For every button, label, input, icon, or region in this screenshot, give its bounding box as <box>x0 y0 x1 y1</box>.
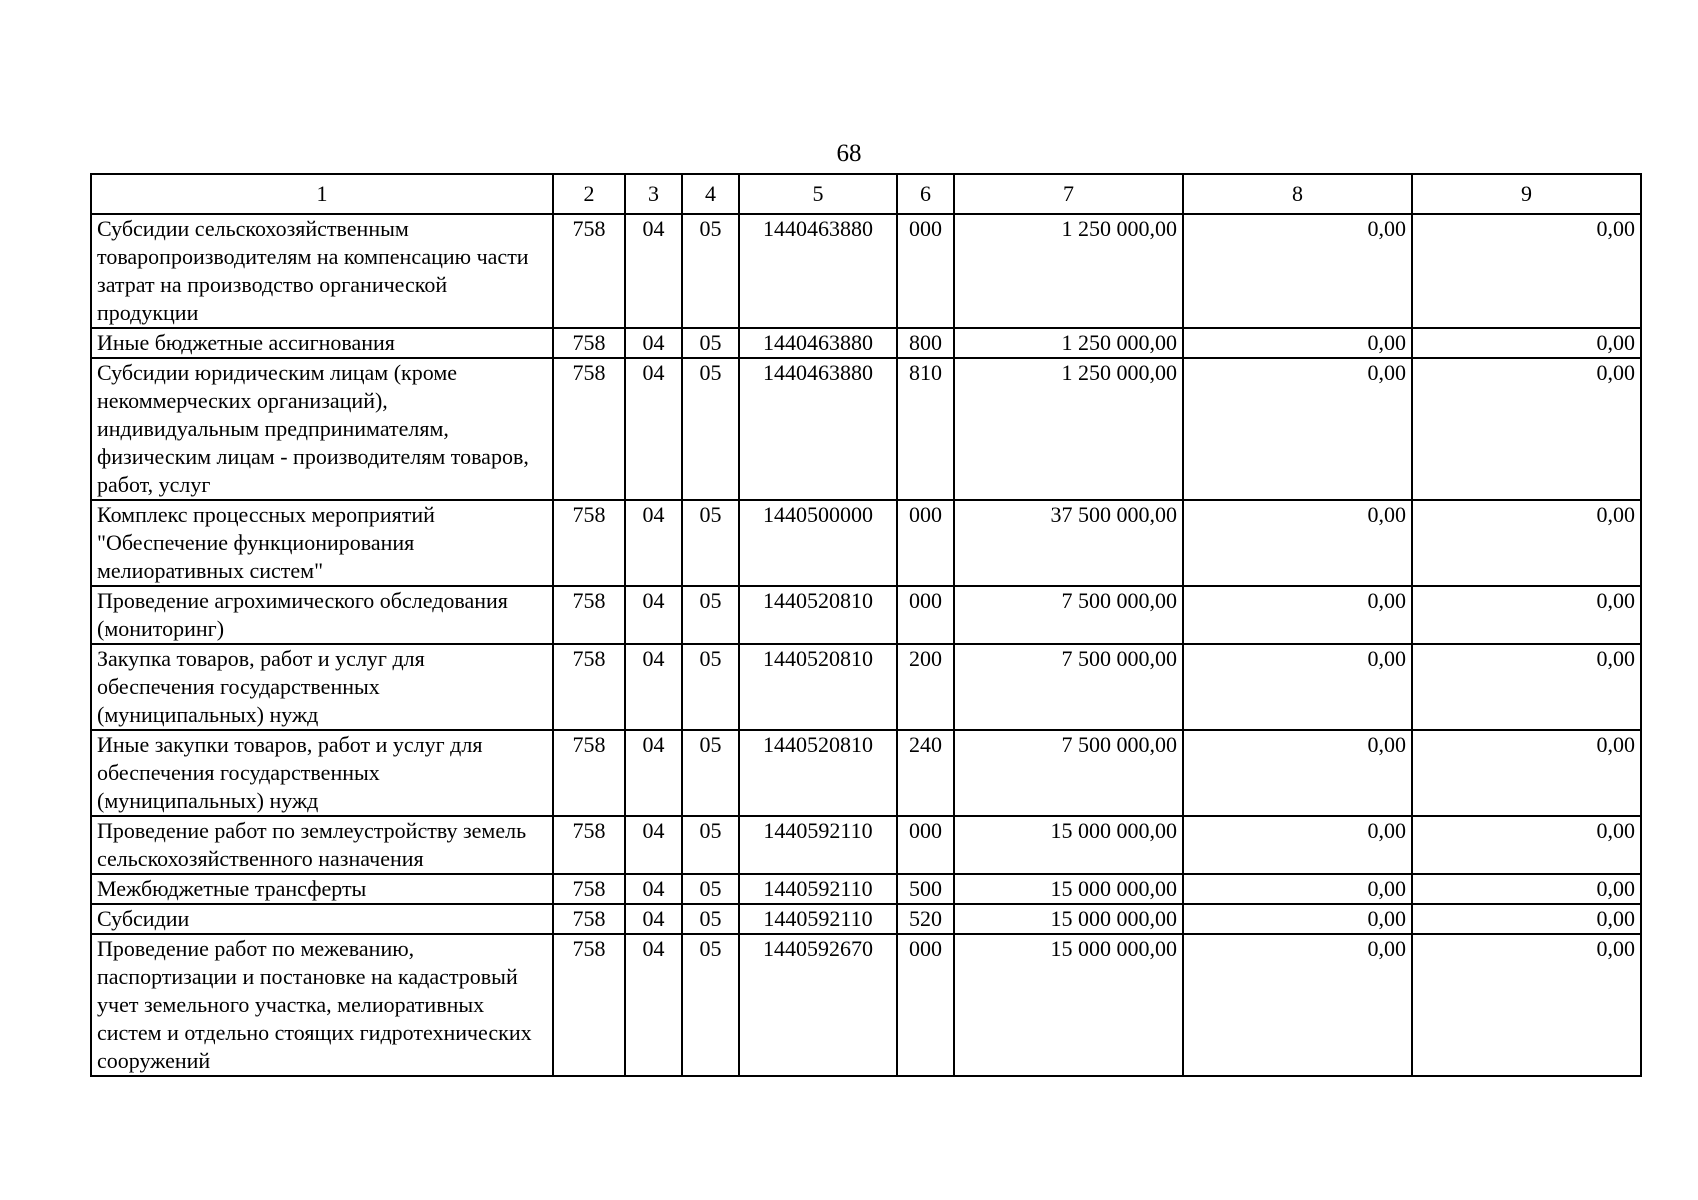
item-name: Закупка товаров, работ и услуг для обеспечения государственных (муниципальных) нужд <box>91 644 553 730</box>
column-header: 8 <box>1183 174 1412 214</box>
amount-cell: 0,00 <box>1183 816 1412 874</box>
code-cell: 05 <box>682 586 739 644</box>
amount-cell: 0,00 <box>1412 874 1641 904</box>
code-cell: 05 <box>682 904 739 934</box>
code-cell: 758 <box>553 816 625 874</box>
table-row <box>91 730 1641 816</box>
code-cell: 05 <box>682 934 739 1076</box>
amount-cell: 7 500 000,00 <box>954 644 1183 730</box>
item-name: Проведение работ по межеванию, паспортизации и постановке на кадастровый учет земельного участка, мелиоративных систем и отдельно стоящих гидротехнических сооружений <box>91 934 553 1076</box>
code-cell: 810 <box>897 358 954 500</box>
code-cell: 1440500000 <box>739 500 897 586</box>
code-cell: 05 <box>682 214 739 328</box>
code-cell: 05 <box>682 328 739 358</box>
code-cell: 000 <box>897 816 954 874</box>
code-cell: 1440520810 <box>739 644 897 730</box>
code-cell: 05 <box>682 358 739 500</box>
code-cell: 04 <box>625 934 682 1076</box>
code-cell: 758 <box>553 874 625 904</box>
table-row <box>91 358 1641 500</box>
item-name: Межбюджетные трансферты <box>91 874 553 904</box>
item-name: Субсидии сельскохозяйственным товаропроизводителям на компенсацию части затрат на производство органической продукции <box>91 214 553 328</box>
code-cell: 758 <box>553 214 625 328</box>
code-cell: 05 <box>682 874 739 904</box>
code-cell: 200 <box>897 644 954 730</box>
item-name: Иные закупки товаров, работ и услуг для обеспечения государственных (муниципальных) нужд <box>91 730 553 816</box>
amount-cell: 0,00 <box>1183 328 1412 358</box>
code-cell: 1440592110 <box>739 874 897 904</box>
code-cell: 000 <box>897 586 954 644</box>
code-cell: 04 <box>625 730 682 816</box>
code-cell: 1440520810 <box>739 730 897 816</box>
column-header: 3 <box>625 174 682 214</box>
amount-cell: 1 250 000,00 <box>954 358 1183 500</box>
amount-cell: 0,00 <box>1183 500 1412 586</box>
amount-cell: 0,00 <box>1183 644 1412 730</box>
budget-table <box>90 173 1642 1077</box>
code-cell: 04 <box>625 328 682 358</box>
code-cell: 1440463880 <box>739 358 897 500</box>
column-header: 5 <box>739 174 897 214</box>
code-cell: 520 <box>897 904 954 934</box>
column-header: 6 <box>897 174 954 214</box>
amount-cell: 0,00 <box>1412 730 1641 816</box>
code-cell: 758 <box>553 934 625 1076</box>
column-header: 1 <box>91 174 553 214</box>
table-row <box>91 328 1641 358</box>
table-row <box>91 500 1641 586</box>
code-cell: 758 <box>553 586 625 644</box>
item-name: Субсидии юридическим лицам (кроме некоммерческих организаций), индивидуальным предпринимателям, физическим лицам - производителям товаров, работ, услуг <box>91 358 553 500</box>
code-cell: 1440463880 <box>739 214 897 328</box>
amount-cell: 0,00 <box>1412 586 1641 644</box>
table-row <box>91 904 1641 934</box>
code-cell: 04 <box>625 214 682 328</box>
amount-cell: 0,00 <box>1412 328 1641 358</box>
amount-cell: 0,00 <box>1183 214 1412 328</box>
page-number: 68 <box>836 140 862 167</box>
code-cell: 758 <box>553 500 625 586</box>
column-header: 9 <box>1412 174 1641 214</box>
amount-cell: 0,00 <box>1412 904 1641 934</box>
amount-cell: 0,00 <box>1183 874 1412 904</box>
table-row <box>91 214 1641 328</box>
code-cell: 758 <box>553 730 625 816</box>
code-cell: 000 <box>897 214 954 328</box>
amount-cell: 0,00 <box>1412 934 1641 1076</box>
code-cell: 758 <box>553 358 625 500</box>
table-row <box>91 874 1641 904</box>
code-cell: 1440592110 <box>739 816 897 874</box>
amount-cell: 15 000 000,00 <box>954 816 1183 874</box>
code-cell: 04 <box>625 586 682 644</box>
amount-cell: 0,00 <box>1183 586 1412 644</box>
table-row <box>91 586 1641 644</box>
item-name: Иные бюджетные ассигнования <box>91 328 553 358</box>
amount-cell: 0,00 <box>1183 934 1412 1076</box>
amount-cell: 0,00 <box>1412 644 1641 730</box>
amount-cell: 0,00 <box>1412 214 1641 328</box>
item-name: Субсидии <box>91 904 553 934</box>
amount-cell: 37 500 000,00 <box>954 500 1183 586</box>
amount-cell: 15 000 000,00 <box>954 904 1183 934</box>
code-cell: 500 <box>897 874 954 904</box>
item-name: Проведение агрохимического обследования (мониторинг) <box>91 586 553 644</box>
amount-cell: 15 000 000,00 <box>954 874 1183 904</box>
code-cell: 1440463880 <box>739 328 897 358</box>
code-cell: 05 <box>682 816 739 874</box>
code-cell: 05 <box>682 500 739 586</box>
table-row <box>91 816 1641 874</box>
amount-cell: 0,00 <box>1183 730 1412 816</box>
code-cell: 04 <box>625 644 682 730</box>
column-header: 4 <box>682 174 739 214</box>
code-cell: 04 <box>625 874 682 904</box>
amount-cell: 7 500 000,00 <box>954 730 1183 816</box>
code-cell: 758 <box>553 328 625 358</box>
amount-cell: 0,00 <box>1183 904 1412 934</box>
table-row <box>91 644 1641 730</box>
item-name: Проведение работ по землеустройству земель сельскохозяйственного назначения <box>91 816 553 874</box>
code-cell: 1440592670 <box>739 934 897 1076</box>
table-row <box>91 934 1641 1076</box>
column-header: 2 <box>553 174 625 214</box>
code-cell: 05 <box>682 730 739 816</box>
code-cell: 04 <box>625 500 682 586</box>
amount-cell: 0,00 <box>1412 500 1641 586</box>
code-cell: 758 <box>553 904 625 934</box>
header-row <box>91 174 1641 214</box>
code-cell: 04 <box>625 358 682 500</box>
code-cell: 05 <box>682 644 739 730</box>
code-cell: 800 <box>897 328 954 358</box>
amount-cell: 1 250 000,00 <box>954 328 1183 358</box>
code-cell: 1440592110 <box>739 904 897 934</box>
item-name: Комплекс процессных мероприятий "Обеспечение функционирования мелиоративных систем" <box>91 500 553 586</box>
code-cell: 1440520810 <box>739 586 897 644</box>
column-header: 7 <box>954 174 1183 214</box>
code-cell: 04 <box>625 904 682 934</box>
amount-cell: 7 500 000,00 <box>954 586 1183 644</box>
code-cell: 000 <box>897 500 954 586</box>
code-cell: 000 <box>897 934 954 1076</box>
amount-cell: 0,00 <box>1412 816 1641 874</box>
code-cell: 04 <box>625 816 682 874</box>
amount-cell: 1 250 000,00 <box>954 214 1183 328</box>
code-cell: 240 <box>897 730 954 816</box>
amount-cell: 0,00 <box>1183 358 1412 500</box>
amount-cell: 15 000 000,00 <box>954 934 1183 1076</box>
amount-cell: 0,00 <box>1412 358 1641 500</box>
code-cell: 758 <box>553 644 625 730</box>
